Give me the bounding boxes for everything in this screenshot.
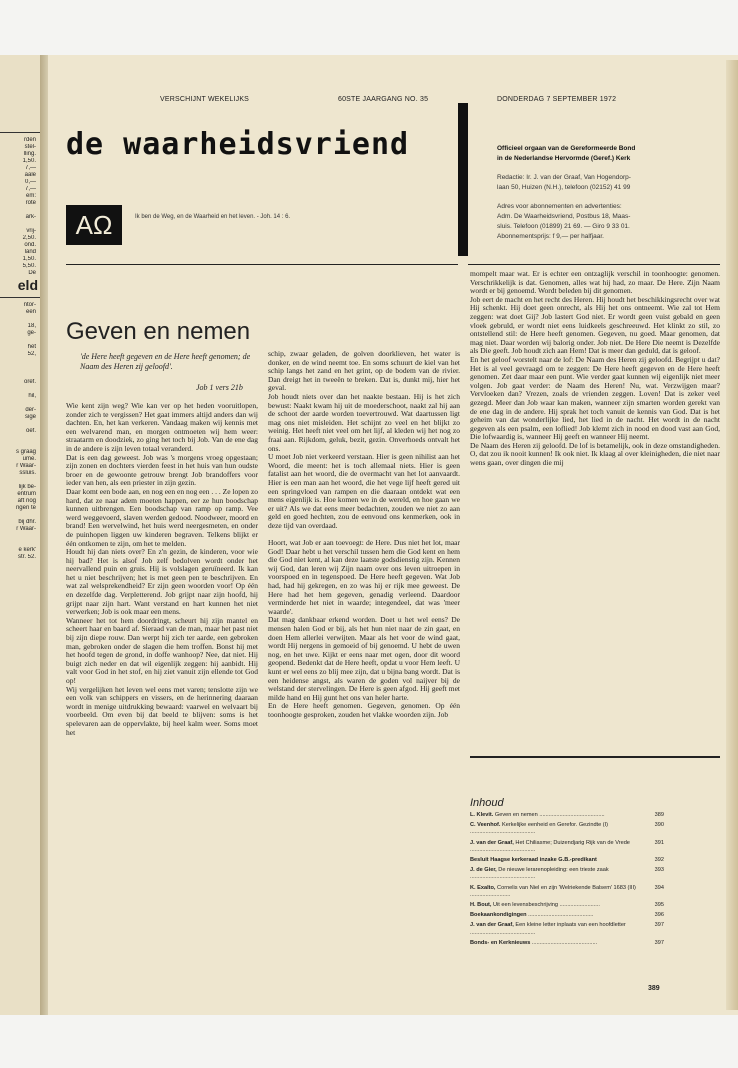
article-paragraph: Dat is een dag geweest. Job was 's morgens vroeg opgestaan; zijn zonen en dochters vierden feest in het huis van hun oudste broer en de gewoonte getrouw brengt Job brandoffers voor ieder van hen, als een priester in zijn gezin.	[66, 452, 258, 488]
margin-fragment	[0, 386, 36, 393]
article-column-2	[268, 350, 460, 1000]
margin-fragment	[0, 540, 36, 547]
volume-label: 60STE JAARGANG NO. 35	[338, 96, 429, 103]
contents-page-number: 391	[654, 839, 664, 846]
contents-entry-text	[470, 922, 648, 936]
contents-author: C. Veenhof.	[470, 822, 501, 829]
margin-fragment	[0, 442, 36, 449]
margin-fragment: s graag	[15, 449, 36, 455]
alpha-omega-logo: AΩ	[66, 205, 122, 245]
contents-page-number: 395	[654, 902, 664, 909]
margin-fragment: e kerk'	[18, 547, 36, 553]
contents-article-title: Uit een levensbeschrijving ..........................	[491, 902, 600, 909]
margin-fragment: bij dhr.	[18, 519, 36, 525]
contents-article-title: Het Chiliasme; Duizendjarig Rijk van de Vrede ..........................................	[470, 839, 630, 853]
article-paragraph: En het geloof worstelt naar de lof: De Naam des Heren zij geloofd. Begrijpt u dat? Het is al veel gevraagd om te zeggen: De Here heeft gegeven en de Here heeft genomen. Zet daar maar een punt. Wie verder gaat kunnen wij eigenlijk niet meer volgen. Job gaat verder: de Naam des Heren! Nu, wat. Verzwijgen maar? Vervloeken dan? Vrezen, zoals de vrienden zeggen. Loven! Dat is zeker veel gezegd. Meer dan Job waar kan maken, wanneer zijn smarten worden gerekt van de ene dag in de andere. Hij sprak het toch vanuit de kennis van God. Dat is het geheim van dat wonderlijke lied, het lied in de nacht. Het wordt in de nacht gegeven als een psalm, een loflied! Job klemt zich in nood en dood vast aan God, Die lofwaardig is, wanneer Hij geeft en wanneer Hij neemt.	[470, 354, 720, 442]
editor-line-2: laan 50, Huizen (N.H.), telefoon (02152) 41 99	[497, 184, 631, 191]
publisher-info	[497, 144, 719, 242]
contents-entry	[470, 902, 664, 909]
margin-fragment: lijk be-	[18, 484, 36, 490]
contents-entry-text	[470, 885, 648, 899]
margin-fragment	[0, 421, 36, 428]
masthead-rule-left	[66, 264, 458, 265]
margin-fragment: aale	[24, 172, 36, 178]
contents-entry-text	[470, 867, 648, 881]
article-epigraph: 'de Here heeft gegeven en de Here heeft genomen; de Naam des Heren zij geloofd'.	[80, 352, 251, 371]
contents-author: Bonds- en Kerknieuws	[470, 939, 531, 946]
admin-line-1: Adres voor abonnementen en advertenties:	[497, 203, 622, 210]
article-paragraph: Wanneer het tot hem doordringt, scheurt hij zijn mantel en scheert haar en baard af. Sieraad van de man, maar het past niet bij zijn diepe rouw. Dan werpt hij zich ter aarde, een gebroken man, gebroken onder de slagen die hem troffen. Bonst hij met het hoofd tegen de grond, in doffe wanhoop? Nee, dat niet. Hij buigt zich neder en dat wil eigenlijk zeggen: hij aanbidt. Hij valt voor God in het stof, en hij ziet vanuit zijn ellende tot God op!	[66, 615, 258, 685]
margin-fragment: 52,	[27, 351, 36, 357]
margin-fragment: 0,—	[24, 179, 36, 185]
margin-fragment: het	[27, 344, 36, 350]
contents-entry-text	[470, 857, 648, 864]
margin-fragment: 18,	[27, 323, 36, 329]
margin-fragment: str. 52.	[17, 554, 36, 560]
masthead-title: de waarheidsvriend	[66, 127, 410, 162]
margin-fragment: ume.	[22, 456, 36, 462]
article-paragraph: Wie kent zijn weg? Wie kan ver op het heden vooruitlopen, zonder zich te vergissen? Het gaat immers altijd anders dan wij dachten. En, het kan verkeren. Vandaag maken wij kennis met een welvarend man, en morgen ontmoeten wij hem weer: straatarm en doodziek, zo ging het toch bij Job. Van de ene dag in de andere is zijn leven totaal veranderd.	[66, 402, 258, 453]
frequency-label: VERSCHIJNT WEKELIJKS	[160, 96, 250, 103]
margin-fragment: ngen te	[15, 505, 36, 511]
contents-author: J. de Gier,	[470, 867, 497, 874]
page-edge	[726, 60, 738, 1010]
masthead-divider-bar	[458, 103, 468, 256]
contents-article-title: Kerkelijke eenheid en Gerefor. Gezindte (I) ..........................................	[470, 822, 609, 836]
contents-entry-text	[470, 840, 648, 854]
organ-line-1: Officieel orgaan van de Gereformeerde Bond	[497, 145, 636, 152]
article-column-3	[470, 270, 720, 752]
contents-page-number: 397	[654, 922, 664, 929]
margin-fragment	[0, 400, 36, 407]
margin-fragment: 7,—	[24, 186, 36, 192]
contents-page-number: 397	[654, 939, 664, 946]
margin-fragment: vrij-	[26, 228, 36, 234]
contents-page-number: 393	[654, 867, 664, 874]
contents-entry-text	[470, 822, 648, 836]
margin-fragment: aft nog	[17, 498, 36, 504]
contents-author: J. van der Graaf,	[470, 922, 514, 929]
contents-entry	[470, 867, 664, 881]
previous-page-fragments	[0, 128, 40, 561]
masthead-rule-right	[468, 264, 720, 265]
margin-fragment: 5,50.	[22, 263, 36, 269]
admin-line-4: Abonnementsprijs: f 9,— per halfjaar.	[497, 233, 604, 240]
margin-fragment: r Waar-	[16, 526, 36, 532]
organ-line-2: in de Nederlandse Hervormde (Geref.) Kerk	[497, 155, 631, 162]
margin-fragment: land	[24, 249, 36, 255]
contents-article-title: Een kleine letter inplaats van een hoofdletter ..........................................	[470, 922, 626, 936]
admin-line-2: Adm. De Waarheidsvriend, Postbus 18, Maas-	[497, 213, 631, 220]
article-column-1	[66, 402, 258, 1000]
article-paragraph: Houdt hij dan niets over? En z'n gezin, de kinderen, voor wie hij bad? Het is alsof Job zelf bedolven wordt onder het neervallend puin en gruis. Hij is volslagen geruïneerd. Ik kan het u niet beschrijven; het is met geen pen te beschrijven. En wat zal welsprekendheid? Er zijn geen woorden voor! Op één en dezelfde dag. Verpletterend. Job grijpt naar zijn hoofd, hij grijpt naar zijn hart. Want verstand en hart kunnen het niet verwerken; Job is ook maar een mens.	[66, 547, 258, 617]
article-paragraph: Job eert de macht en het recht des Heren. Hij houdt het beschikkingsrecht over wat Hij schenkt. Hij doet geen onrecht, als Hij het ons ontneemt. Wie zal tot Hem zeggen: wat doet Gij? Job lastert God niet. Er wordt geen vuist gebald en geen vloek gebruld, er wordt niet eens luidkeels geschreeuwd. Het klinkt zo stil, zo ontstellend stil: de Here heeft genomen. Gegeven, nu goed. Maar genomen, dat mag niet. Daar worden wij balorig onder. Job niet. De Here Die neemt is Dezelfde als Die geeft. Job houdt zich aan Hem! Dat is meer dan geduld, dat is geloof.	[470, 294, 720, 356]
article-paragraph: De Naam des Heren zij geloofd. De lof is betamelijk, ook in deze omstandigheden. O, dat zou ik nooit kunnen! Ik ook niet. Ik klaag al over kleinigheden, die niet naar wens gaan, over dingen die mij	[470, 440, 720, 468]
margin-fragment	[0, 221, 36, 228]
issue-date: DONDERDAG 7 SEPTEMBER 1972	[497, 96, 617, 103]
margin-fragment: ntor-	[23, 302, 36, 308]
margin-fragment: ond.	[24, 242, 36, 248]
motto: Ik ben de Weg, en de Waarheid en het leven. - Joh. 14 : 6.	[135, 214, 291, 220]
page-number: 389	[648, 985, 660, 992]
margin-fragment: 2,50.	[22, 235, 36, 241]
admin-line-3: sluis. Telefoon (01899) 21 69. — Giro 9 33 01.	[497, 223, 630, 230]
contents-entry	[470, 812, 664, 819]
contents-author: Boekaankondigingen	[470, 912, 527, 919]
article-paragraph: En de Here heeft genomen. Gegeven, genomen. Op één toonhoogte gesproken, zouden het vlakke woorden zijn. Job	[268, 701, 460, 719]
contents-page-number: 389	[654, 812, 664, 818]
editor-line-1: Redactie: Ir. J. van der Graaf, Van Hogendorp-	[497, 174, 631, 181]
contents-author: L. Klevit.	[470, 812, 494, 818]
contents-article-title: Cornelis van Niel en zijn 'Welriekende Balsem' 1683 (III) ..........................	[470, 884, 636, 898]
article-paragraph: schip, zwaar geladen, de golven doorklieven, het water is donker, en de wind neemt toe. En soms schuurt de kiel van het schip langs het zand en het grint, op de bodem van de rivier. Dan dreigt het in tweeën te breken. Dat is, dunkt mij, hier het geval.	[268, 350, 460, 393]
contents-entry-text	[470, 902, 648, 909]
contents-entry-text	[470, 940, 648, 947]
contents-page-number: 396	[654, 912, 664, 919]
contents-entry	[470, 840, 664, 854]
margin-fragment	[0, 533, 36, 540]
margin-fragment	[0, 372, 36, 379]
margin-fragment	[0, 337, 36, 344]
margin-fragment: 1,50.	[22, 158, 36, 164]
contents-entry	[470, 885, 664, 899]
article-paragraph: Dat mag dankbaar erkend worden. Doet u het wel eens? De mensen halen God er bij, als het hun niet naar de zin gaat, en doen Hem allerlei verwijten. Maar als het voor de wind gaat, wordt Hij nergens in gemoeid of bij genoemd. U hebt de uwen nog, en het uwe. Kijkt er eens naar met ogen, door dit woord geopend. Bedenkt dat de Here heeft, opdat u voor Hem leeft. U kunt er wel eens zo blij mee zijn, dat u bijna bang wordt. Dat is een heidense angst, als waren de goden vol naijver bij de welstand der stervelingen. De Here is geen afgod. Hij geeft met milde hand en Hij gunt het ons van heler harte.	[268, 615, 460, 702]
article-paragraph: Daar komt een bode aan, en nog een en nog een . . . Ze lopen zo hard, dat ze naar adem moeten happen, eer ze hun boodschap kunnen uitbrengen. Een boodschap van ramp op ramp. Vee werd weggevoerd, slaven werden gedood. Noodweer, moord en brand! Een wervelwind, het huis werd neergesmeten, en onder de puinhopen liggen uw kinderen begraven. Telkens blijkt er één ontkomen te zijn, om het te melden.	[66, 486, 258, 548]
margin-fragment: lling.	[23, 151, 36, 157]
article-title: Geven en nemen	[66, 318, 251, 345]
contents-page-number: 394	[654, 884, 664, 891]
margin-fragment: rden	[23, 137, 36, 143]
contents-entry	[470, 912, 664, 919]
margin-fragment: oef.	[25, 428, 36, 434]
article-paragraph: Wij vergelijken het leven wel eens met varen; tenslotte zijn we een volk van schippers en vissers, en de herinnering daaraan wordt in menige uitdrukking bewaard: vaarwel en welvaart bij voorbeeld. Om even bij dat beeld te blijven: soms is het spelevaren aan de oppervlakte, bij heel kalm weer. Soms moet het	[66, 684, 258, 737]
margin-fragment	[0, 207, 36, 214]
contents-page-number: 390	[654, 822, 664, 829]
contents-article-title: ..........................................	[526, 912, 594, 919]
contents-article-title: De nieuwe lerarenopleiding: een trieste zaak ..........................................	[470, 867, 609, 881]
contents-entry	[470, 922, 664, 936]
margin-fragment: ge-	[27, 330, 36, 336]
article-end-rule	[470, 756, 720, 758]
article-paragraph: Hoort, wat Job er aan toevoegt: de Here. Dus niet het lot, maar God! Daar hebt u het verschil tussen hem die God kent en hem die God niet kent, al kan deze laatste godsdienstig zijn. Kennen wij God, dan leren wij Zijn naam over ons leven uitroepen in voorspoed en in tegenspoed. De Here heeft gegeven. Wat Job had, had hij gekregen, en zo was hij er rijk mee geweest. De Here had het hem gegeven, genadig verleend. Daardoor verminderde het niet in waarde; integendeel, dat was 'meer waarde'.	[268, 538, 460, 616]
contents-author: Besluit Haagse kerkeraad inzake G.B.-predikant	[470, 857, 597, 864]
contents-author: J. van der Graaf,	[470, 839, 514, 846]
margin-fragment: 1,50.	[22, 256, 36, 262]
margin-fragment: De	[28, 270, 36, 276]
contents-entry	[470, 940, 664, 947]
article-paragraph: Job houdt niets over dan het naakte bestaan. Hij is het zich bewust: Naakt kwam hij uit de moederschoot, naakt zal hij aan de schoot der aarde worden toevertrouwd. Wat daartussen ligt mag ons niet misleiden. Het schijnt zo veel en het blijkt zo weinig. Het heeft niet veel om het lijf, al kleden wij het nog zo fraai aan. Rijkdom, geluk, bezit, gezin. Onverhoeds ontvalt het ons.	[268, 391, 460, 453]
contents-article-title: Geven en nemen ..........................................	[493, 812, 605, 818]
margin-fragment	[0, 435, 36, 442]
margin-fragment: rote	[25, 200, 36, 206]
margin-fragment	[0, 477, 36, 484]
margin-fragment: 7,—	[24, 165, 36, 171]
epigraph-reference: Job 1 vers 21b	[196, 383, 243, 392]
margin-fragment: stel-	[24, 144, 36, 150]
contents-author: K. Exalto,	[470, 884, 496, 891]
contents-author: H. Bout,	[470, 902, 492, 909]
margin-fragment: hil,	[28, 393, 36, 399]
margin-fragment: em:	[25, 193, 36, 199]
margin-fragment	[0, 512, 36, 519]
contents-entry-text	[470, 812, 648, 819]
margin-fragment: r Waar-	[16, 463, 36, 469]
margin-fragment	[0, 358, 36, 365]
margin-fragment: ark-	[25, 214, 36, 220]
contents-entry-text	[470, 912, 648, 919]
contents-page-number: 392	[654, 857, 664, 864]
contents-entry	[470, 857, 664, 864]
margin-fragment: entrum	[17, 491, 36, 497]
contents-title: Inhoud	[470, 797, 504, 809]
margin-fragment: der-	[25, 407, 36, 413]
contents-article-title: ..........................................	[530, 939, 598, 946]
previous-page-bold-fragment: eld	[17, 277, 38, 293]
margin-fragment: ssluis.	[19, 470, 36, 476]
margin-fragment	[0, 316, 36, 323]
contents-entry	[470, 822, 664, 836]
contents-list	[470, 812, 664, 950]
article-paragraph: U moet Job niet verkeerd verstaan. Hier is geen nihilist aan het Woord, die meent: het is toch allemaal niets. Hier is geen fatalist aan het woord, die de overmacht van het lot aanvaardt. Hier is een man aan het woord, die het vege lijf heeft gered uit een springvloed van rampen en die daaraan ontdekt wat een mens eigenlijk is. Hoe komen we in de wereld, en hoe gaan we er uit? Als we dat eens meer bedachten, zouden we niet zo aan geld en goed hechten, zou de eenvoud ons kenmerken, ook in deze tijd van overdaad.	[268, 452, 460, 530]
margin-fragment: sige	[24, 414, 36, 420]
margin-fragment	[0, 365, 36, 372]
margin-fragment: oref.	[23, 379, 36, 385]
article-paragraph: mompelt maar wat. Er is echter een ontzaglijk verschil in toonhoogte: genomen. Verschrikkelijk is dat. Genomen, alles wat hij had, zo maar. De Here. Zijn Naam wordt er bij genoemd. Wordt beleden bij dit genomen.	[470, 270, 720, 296]
margin-fragment: een	[25, 309, 36, 315]
